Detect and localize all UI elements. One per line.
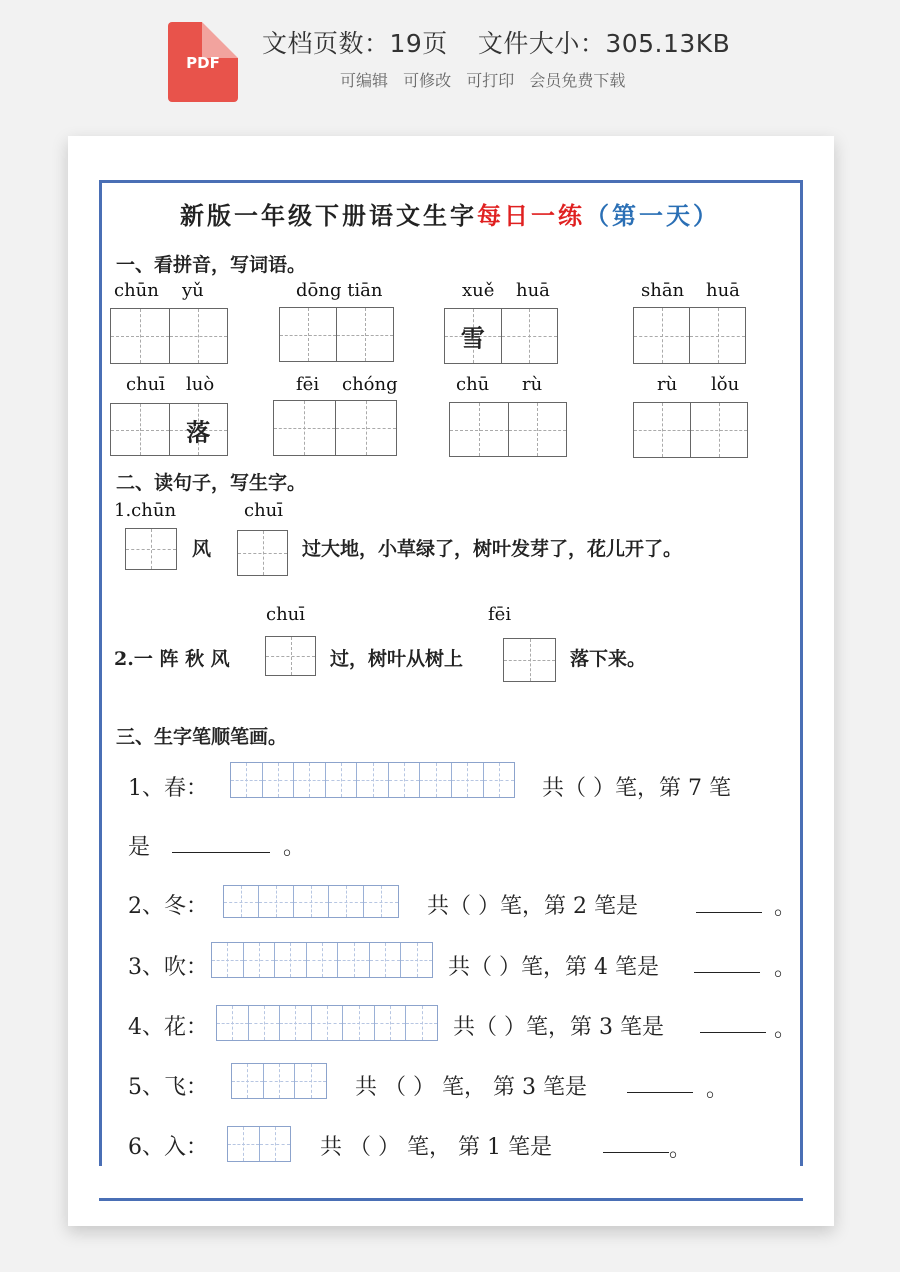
- grid-cell[interactable]: [274, 401, 336, 455]
- pinyin: xuě: [462, 280, 495, 301]
- grid-cell[interactable]: [266, 637, 315, 675]
- title-main: 新版一年级下册语文生字: [180, 201, 477, 230]
- action-modifiable: 可修改: [403, 71, 452, 90]
- stroke-question: 共（ ）笔，第 4 笔是: [448, 955, 659, 980]
- grid-cell[interactable]: [690, 308, 745, 363]
- stroke-question: 共（ ）笔，第 2 笔是: [427, 894, 638, 919]
- section2-heading: 二、读句子，写生字。: [116, 472, 307, 494]
- pinyin: 1.chūn: [114, 500, 177, 521]
- sentence-text: 落下来。: [570, 648, 647, 670]
- bottom-rule: [99, 1198, 803, 1201]
- pdf-file-icon: [168, 22, 238, 102]
- grid-cell[interactable]: [111, 309, 170, 363]
- stroke-question-cont: 是: [128, 835, 151, 860]
- page-count: 文档页数：19页: [262, 29, 448, 58]
- pinyin: huā: [706, 280, 740, 301]
- period: 。: [706, 1077, 729, 1102]
- period: 。: [669, 1137, 692, 1162]
- page-fold: [202, 22, 238, 58]
- section3-heading: 三、生字笔顺笔画。: [116, 726, 288, 748]
- pinyin: chūn: [114, 280, 159, 301]
- pdf-label: PDF: [186, 54, 220, 72]
- writing-grid[interactable]: [273, 400, 397, 456]
- stroke-order-grid[interactable]: [223, 885, 399, 918]
- title-day: （第一天）: [585, 201, 720, 230]
- answer-blank[interactable]: [627, 1074, 693, 1093]
- writing-grid[interactable]: [633, 402, 748, 458]
- grid-cell[interactable]: [634, 308, 690, 363]
- stroke-order-grid[interactable]: [211, 942, 433, 978]
- grid-cell[interactable]: [336, 401, 397, 455]
- document-actions: [340, 68, 635, 91]
- writing-grid[interactable]: [449, 402, 567, 457]
- sentence-text: 2.一 阵 秋 风: [114, 648, 230, 670]
- grid-cell[interactable]: [634, 403, 691, 457]
- stroke-item-label: 5、飞：: [128, 1075, 208, 1100]
- stroke-order-grid[interactable]: [230, 762, 515, 798]
- grid-cell[interactable]: [126, 529, 176, 569]
- stroke-order-grid[interactable]: [231, 1063, 327, 1099]
- pinyin: huā: [516, 280, 550, 301]
- period: 。: [774, 956, 797, 981]
- writing-grid[interactable]: [110, 308, 228, 364]
- stroke-item-label: 4、花：: [128, 1015, 208, 1040]
- pinyin: chuī: [126, 374, 166, 395]
- grid-cell[interactable]: [504, 639, 555, 681]
- writing-grid[interactable]: [265, 636, 316, 676]
- writing-grid[interactable]: [110, 403, 228, 456]
- answer-blank[interactable]: [694, 954, 760, 973]
- answer-blank[interactable]: [172, 834, 270, 853]
- grid-cell[interactable]: [502, 309, 558, 363]
- period: 。: [774, 895, 797, 920]
- pinyin: lǒu: [711, 374, 740, 395]
- pinyin: chū: [456, 374, 490, 395]
- title-daily: 每日一练: [477, 201, 585, 230]
- writing-grid[interactable]: [125, 528, 177, 570]
- sentence-text: 过，树叶从树上: [330, 648, 464, 670]
- stroke-question: 共（ ）笔，第 7 笔: [542, 776, 731, 801]
- writing-grid[interactable]: [633, 307, 746, 364]
- pinyin: chuī: [266, 604, 306, 625]
- stroke-item-label: 3、吹：: [128, 955, 208, 980]
- pinyin: rù: [657, 374, 678, 395]
- grid-cell[interactable]: [280, 308, 337, 361]
- stroke-item-label: 1、春：: [128, 776, 208, 801]
- stroke-question: 共 （ ） 笔， 第 3 笔是: [355, 1075, 587, 1100]
- grid-cell[interactable]: [170, 404, 228, 455]
- grid-cell[interactable]: [111, 404, 170, 455]
- stroke-item-label: 6、入：: [128, 1135, 208, 1160]
- period: 。: [774, 1017, 797, 1042]
- writing-grid[interactable]: [279, 307, 394, 362]
- action-editable: 可编辑: [340, 71, 389, 90]
- pinyin: luò: [186, 374, 215, 395]
- grid-char: 雪: [460, 323, 485, 353]
- pinyin: dōng tiān: [296, 280, 383, 301]
- section1-heading: 一、看拼音，写词语。: [116, 254, 307, 276]
- file-size: 文件大小：305.13KB: [477, 29, 731, 58]
- grid-char: 落: [186, 417, 211, 446]
- worksheet-title: [100, 196, 800, 231]
- pinyin: fēi: [488, 604, 512, 625]
- pinyin: shān: [641, 280, 685, 301]
- document-info: [262, 24, 760, 60]
- action-member-download: 会员免费下载: [529, 71, 626, 90]
- pinyin: fēi: [296, 374, 320, 395]
- stroke-item-label: 2、冬：: [128, 894, 208, 919]
- stroke-question: 共 （ ） 笔， 第 1 笔是: [320, 1135, 552, 1160]
- grid-cell[interactable]: [509, 403, 567, 456]
- pinyin: chóng: [342, 374, 398, 395]
- answer-blank[interactable]: [696, 894, 762, 913]
- stroke-question: 共（ ）笔，第 3 笔是: [453, 1015, 664, 1040]
- pinyin: chuī: [244, 500, 284, 521]
- grid-cell[interactable]: [238, 531, 287, 575]
- writing-grid[interactable]: [237, 530, 288, 576]
- grid-cell[interactable]: [445, 309, 502, 363]
- stroke-order-grid[interactable]: [227, 1126, 291, 1162]
- grid-cell[interactable]: [691, 403, 747, 457]
- period: 。: [283, 835, 306, 860]
- pinyin: rù: [522, 374, 543, 395]
- stroke-order-grid[interactable]: [216, 1005, 438, 1041]
- sentence-text: 过大地，小草绿了，树叶发芽了，花儿开了。: [302, 538, 683, 560]
- pinyin: yǔ: [182, 280, 204, 301]
- grid-cell[interactable]: [170, 309, 228, 363]
- writing-grid[interactable]: [503, 638, 556, 682]
- action-printable: 可打印: [466, 71, 515, 90]
- writing-grid[interactable]: [444, 308, 558, 364]
- sentence-text: 风: [192, 538, 212, 560]
- answer-blank[interactable]: [700, 1014, 766, 1033]
- grid-cell[interactable]: [450, 403, 509, 456]
- grid-cell[interactable]: [337, 308, 393, 361]
- answer-blank[interactable]: [603, 1134, 669, 1153]
